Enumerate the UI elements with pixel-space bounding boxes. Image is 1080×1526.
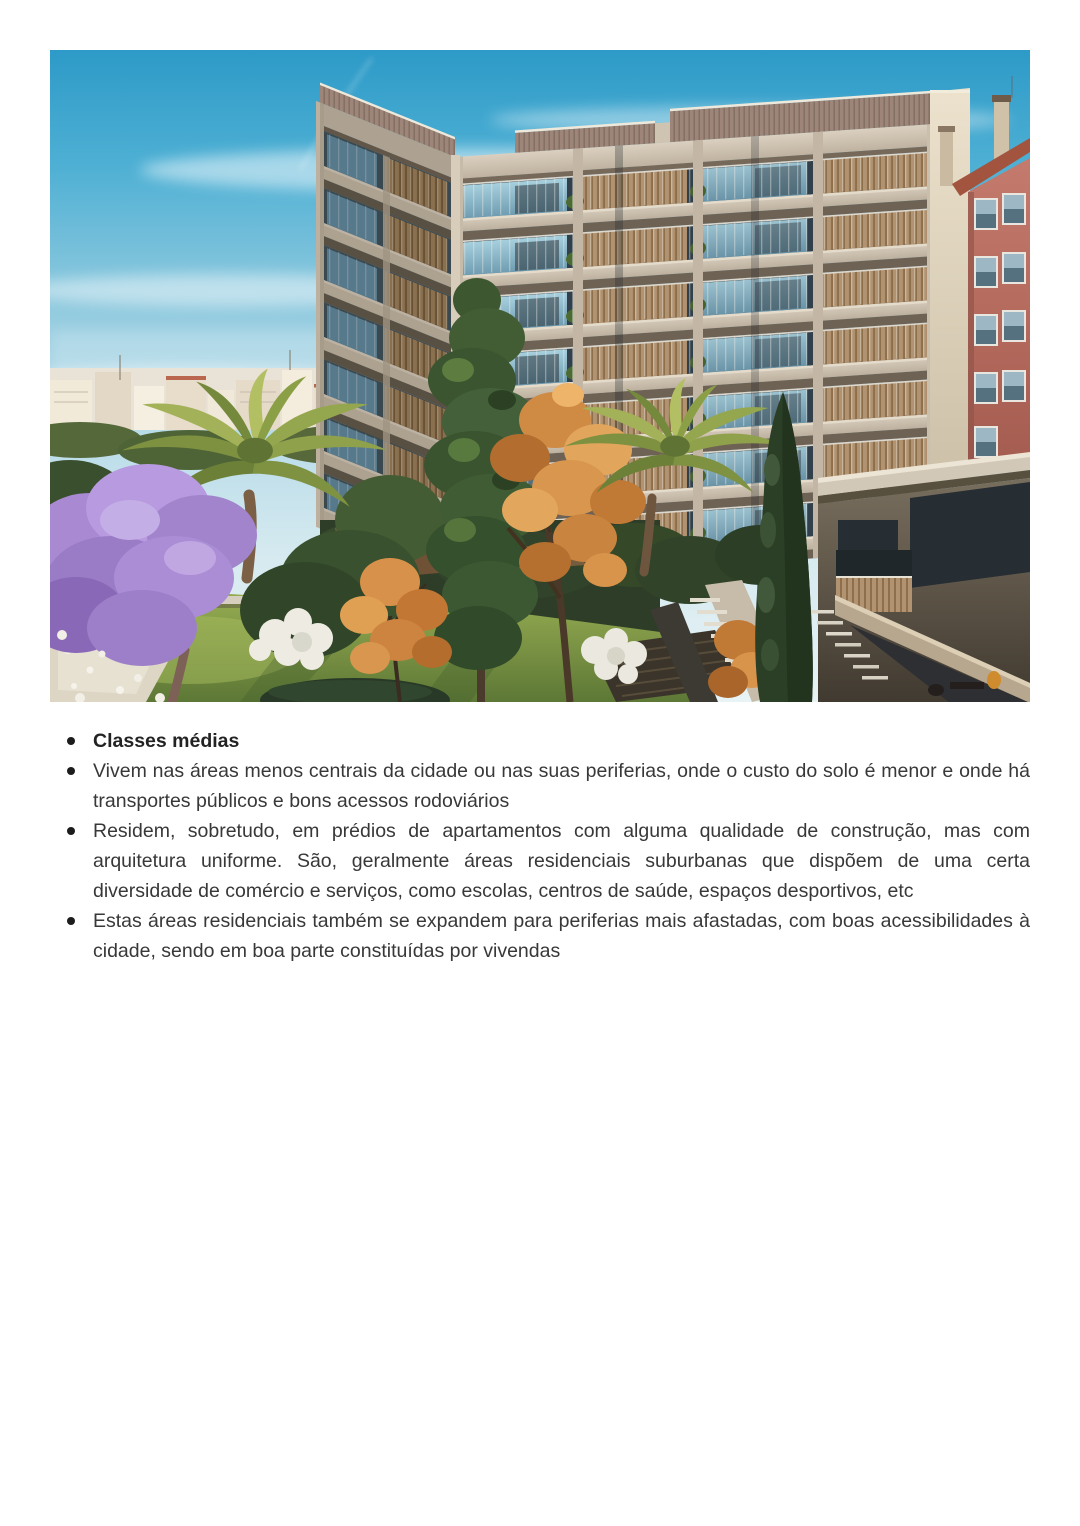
annex-building	[808, 452, 1030, 702]
orange-chair	[987, 671, 1001, 689]
bullet-item-residem: Residem, sobretudo, em prédios de apartamentos com alguma qualidade de construção, mas com arquitetura uniforme. São, geralmente áreas residenciais suburbanas que dispõem de uma certa diversidade de comércio e serviços, como escolas, centros de saúde, espaços desportivos, etc	[50, 816, 1030, 906]
bullet-item-estas-areas: Estas áreas residenciais também se expandem para periferias mais afastadas, com boas acessibilidades à cidade, sendo em boa parte constituídas por vivendas	[50, 906, 1030, 966]
building-photo-svg	[50, 50, 1030, 702]
building-photo	[50, 50, 1030, 702]
bullet-item-vivem: Vivem nas áreas menos centrais da cidade ou nas suas periferias, onde o custo do solo é menor e onde há transportes públicos e bons acessos rodoviários	[50, 756, 1030, 816]
bullet-item-classes-medias: Classes médias	[50, 726, 1030, 756]
bullet-list	[50, 726, 1030, 966]
